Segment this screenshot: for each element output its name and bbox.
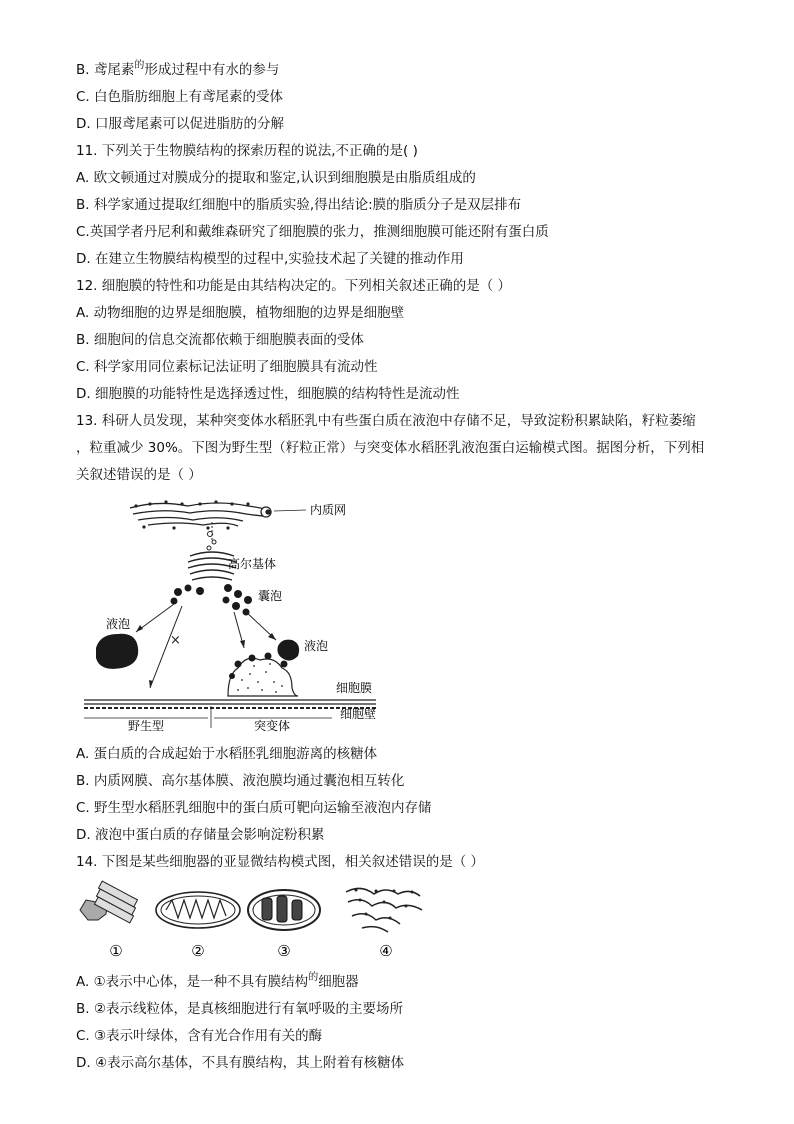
q11-option-c: C.英国学者丹尼利和戴维森研究了细胞膜的张力，推测细胞膜可能还附有蛋白质 — [76, 224, 549, 240]
q12-option-d: D. 细胞膜的功能特性是选择透过性，细胞膜的结构特性是流动性 — [76, 386, 460, 402]
q14-option-a-text: A. ①表示中心体，是一种不具有膜结构 — [76, 974, 309, 990]
organelle-2-mitochondrion — [156, 892, 240, 928]
label-organelle-4: ④ — [379, 942, 393, 960]
q12-option-b: B. 细胞间的信息交流都依赖于细胞膜表面的受体 — [76, 332, 364, 348]
q11-option-d: D. 在建立生物膜结构模型的过程中,实验技术起了关键的推动作用 — [76, 251, 464, 267]
q13-option-d: D. 液泡中蛋白质的存储量会影响淀粉积累 — [76, 827, 325, 843]
organelle-1-centrosome — [80, 881, 138, 923]
q13-transport-figure — [78, 496, 398, 734]
label-er: 内质网 — [310, 503, 347, 517]
q10-option-d: D. 口服鸢尾素可以促进脂肪的分解 — [76, 116, 284, 132]
golgi-vesicles — [171, 584, 253, 616]
q14-option-a — [76, 972, 359, 994]
q10-option-b-sup: 的 — [134, 60, 145, 71]
q11-option-b: B. 科学家通过提取红细胞中的脂质实验,得出结论:膜的脂质分子是双层排布 — [76, 197, 522, 213]
label-golgi: 高尔基体 — [228, 557, 277, 571]
q13-stem-line1: 13. 科研人员发现，某种突变体水稻胚乳中有些蛋白质在液泡中存储不足，导致淀粉积累缺陷，籽粒萎缩 — [76, 413, 696, 429]
wild-type-vacuole — [96, 634, 138, 669]
label-mutant: 突变体 — [254, 719, 291, 733]
q10-option-b — [76, 60, 279, 82]
q13-option-c: C. 野生型水稻胚乳细胞中的蛋白质可靶向运输至液泡内存储 — [76, 800, 432, 816]
label-organelle-2: ② — [191, 942, 205, 960]
organelle-4-er — [346, 888, 422, 932]
label-membrane: 细胞膜 — [336, 681, 373, 695]
q13-stem-line2: ，粒重减少 30%。下图为野生型（籽粒正常）与突变体水稻胚乳液泡蛋白运输模式图。据图分析，下列相 — [76, 440, 705, 456]
q14-stem: 14. 下图是某些细胞器的亚显微结构模式图，相关叙述错误的是（ ） — [76, 854, 485, 870]
q10-option-b-text: B. 鸢尾素 — [76, 62, 135, 78]
q14-option-b: B. ②表示线粒体，是真核细胞进行有氧呼吸的主要场所 — [76, 1001, 403, 1017]
q14-organelles-figure — [76, 880, 436, 962]
organelle-3-chloroplast — [248, 890, 320, 930]
label-wild-type: 野生型 — [128, 719, 165, 733]
er-drawing — [130, 503, 271, 526]
label-wall: 细胞壁 — [340, 707, 377, 721]
q11-option-a: A. 欧文顿通过对膜成分的提取和鉴定,认识到细胞膜是由脂质组成的 — [76, 170, 476, 186]
label-organelle-1: ① — [109, 942, 123, 960]
label-vesicle: 囊泡 — [258, 589, 283, 603]
q14-option-a-text2: 细胞器 — [318, 974, 359, 990]
q14-option-a-sup: 的 — [308, 972, 319, 983]
label-organelle-3: ③ — [277, 942, 291, 960]
q13-option-b: B. 内质网膜、高尔基体膜、液泡膜均通过囊泡相互转化 — [76, 773, 405, 789]
q10-option-c: C. 白色脂肪细胞上有鸢尾素的受体 — [76, 89, 284, 105]
q11-stem: 11. 下列关于生物膜结构的探索历程的说法,不正确的是( ) — [76, 143, 418, 159]
label-vacuole-right: 液泡 — [304, 639, 329, 653]
q13-option-a: A. 蛋白质的合成起始于水稻胚乳细胞游离的核糖体 — [76, 746, 378, 762]
q13-stem-line3: 关叙述错误的是（ ） — [76, 467, 202, 483]
q12-option-c: C. 科学家用同位素标记法证明了细胞膜具有流动性 — [76, 359, 378, 375]
q12-option-a: A. 动物细胞的边界是细胞膜，植物细胞的边界是细胞壁 — [76, 305, 405, 321]
q14-option-d: D. ④表示高尔基体，不具有膜结构，其上附着有核糖体 — [76, 1055, 405, 1071]
er-leader-line — [274, 510, 306, 511]
organelle-4-ribosomes — [355, 889, 414, 920]
q12-stem: 12. 细胞膜的特性和功能是由其结构决定的。下列相关叙述正确的是（ ） — [76, 278, 512, 294]
label-vacuole-left: 液泡 — [106, 617, 131, 631]
mutant-vacuole — [278, 640, 300, 661]
q14-option-c: C. ③表示叶绿体，含有光合作用有关的酶 — [76, 1028, 323, 1044]
q10-option-b-text2: 形成过程中有水的参与 — [144, 62, 280, 78]
blocked-cross-mark: × — [170, 633, 181, 648]
